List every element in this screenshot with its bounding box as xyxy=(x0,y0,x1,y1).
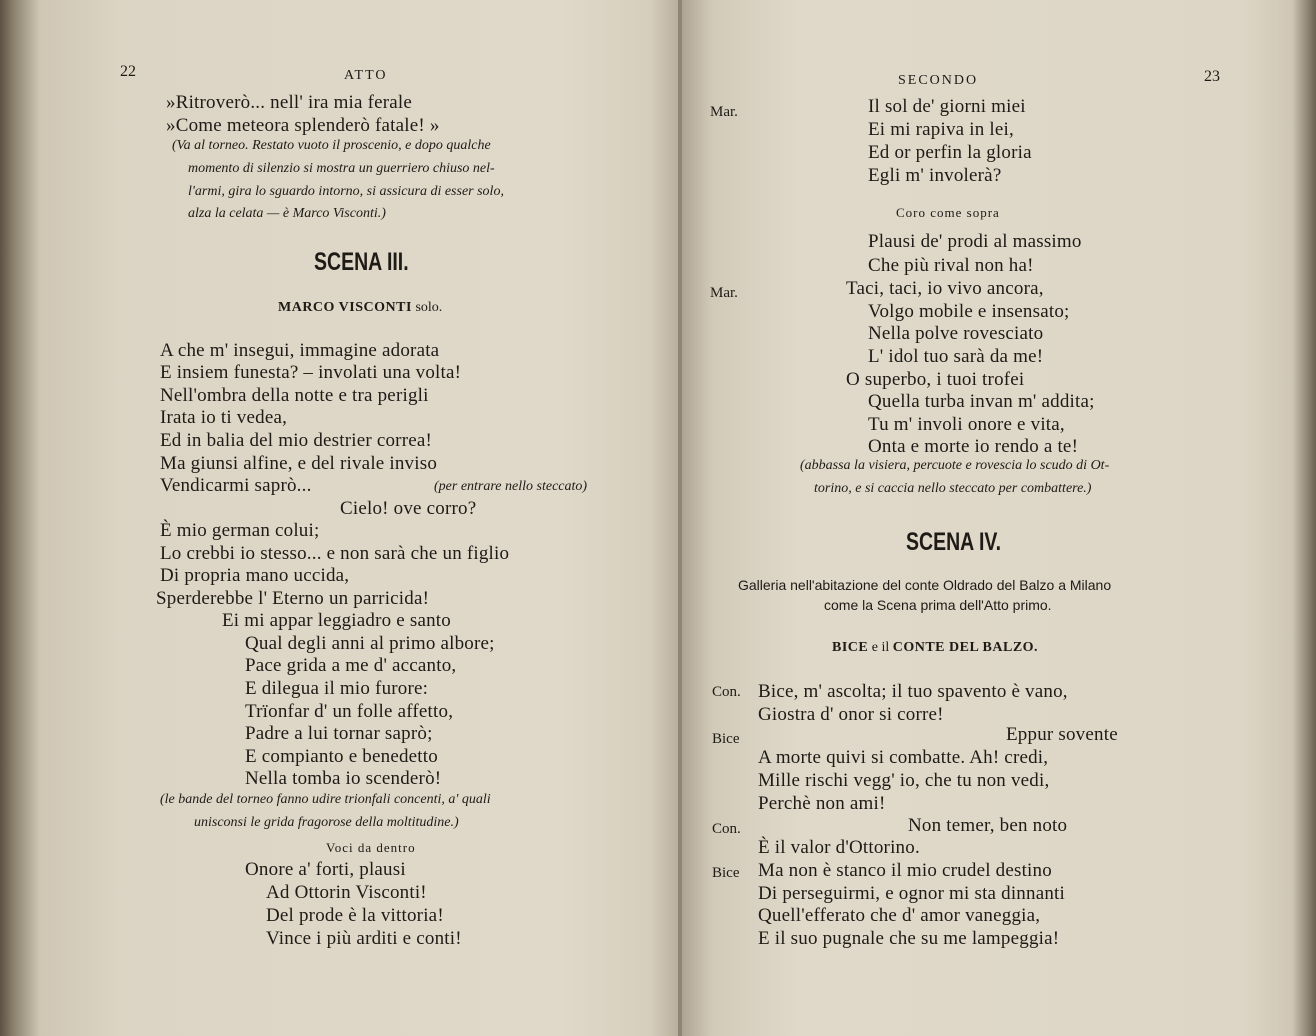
page-number-left: 22 xyxy=(120,63,136,80)
inline-stage-direction: (per entrare nello steccato) xyxy=(434,479,588,494)
stage-direction: alza la celata — è Marco Visconti.) xyxy=(188,206,386,221)
location-line: Galleria nell'abitazione del conte Oldrado del Balzo a Milano xyxy=(738,577,1112,593)
verse-line: Ei mi rapiva in lei, xyxy=(868,119,1014,140)
chorus-line: Plausi de' prodi al massimo xyxy=(868,231,1082,252)
verse-line: Vendicarmi saprò... xyxy=(160,475,312,496)
page-number-right: 23 xyxy=(1204,68,1220,85)
verse-line: »Ritroverò... nell' ira mia ferale xyxy=(166,92,413,113)
verse-line: A che m' insegui, immagine adorata xyxy=(160,340,440,361)
verse-line: Ei mi appar leggiadro e santo xyxy=(222,610,451,631)
verse-line: Nella tomba io scenderò! xyxy=(245,768,442,789)
verse-line: Lo crebbi io stesso... e non sarà che un figlio xyxy=(160,543,510,564)
chorus-line: Ad Ottorin Visconti! xyxy=(266,882,427,903)
verse-line: L' idol tuo sarà da me! xyxy=(868,346,1044,367)
dialogue-line: Giostra d' onor si corre! xyxy=(758,704,944,725)
chorus-line: Del prode è la vittoria! xyxy=(266,905,444,926)
chorus-line: Che più rival non ha! xyxy=(868,255,1034,276)
stage-direction: (le bande del torneo fanno udire trionfali concenti, a' quali xyxy=(160,792,491,807)
chorus-heading: Coro come sopra xyxy=(896,205,1000,220)
scene-title: SCENA IV. xyxy=(906,528,1002,556)
dialogue-line: Di perseguirmi, e ognor mi sta dinnanti xyxy=(758,883,1065,904)
speaker-label: Con. xyxy=(712,821,741,837)
verse-line: Trïonfar d' un folle affetto, xyxy=(245,701,454,722)
dialogue-line: E il suo pugnale che su me lampeggia! xyxy=(758,928,1060,949)
running-head-left: ATTO xyxy=(344,68,388,83)
speaker-label: Bice xyxy=(712,865,740,881)
stage-direction: momento di silenzio si mostra un guerriero chiuso nel- xyxy=(188,161,495,176)
dialogue-line: Non temer, ben noto xyxy=(908,815,1068,836)
dialogue-line: Bice, m' ascolta; il tuo spavento è vano, xyxy=(758,681,1068,702)
stage-direction: l'armi, gira lo sguardo intorno, si assicura di esser solo, xyxy=(188,184,504,199)
speaker-label: Bice xyxy=(712,731,740,747)
verse-line: È mio german colui; xyxy=(160,520,320,541)
verse-line: Padre a lui tornar saprò; xyxy=(245,723,433,744)
verse-line: »Come meteora splenderò fatale! » xyxy=(166,115,440,136)
verse-line: Di propria mano uccida, xyxy=(160,565,350,586)
cast-list xyxy=(278,301,442,315)
stage-direction: (abbassa la visiera, percuote e rovescia lo scudo di Ot- xyxy=(800,458,1110,473)
chorus-heading: Voci da dentro xyxy=(326,840,416,855)
verse-line: Qual degli anni al primo albore; xyxy=(245,633,495,654)
cast-name: CONTE DEL BALZO. xyxy=(892,640,1039,655)
cast-name: MARCO VISCONTI xyxy=(278,300,412,315)
verse-line: Nella polve rovesciato xyxy=(868,323,1044,344)
verse-line: Tu m' involi onore e vita, xyxy=(868,414,1065,435)
stage-direction: (Va al torneo. Restato vuoto il proscenio, e dopo qualche xyxy=(172,138,491,153)
stage-direction: torino, e si caccia nello steccato per combattere.) xyxy=(814,481,1092,496)
speaker-label: Mar. xyxy=(710,285,738,301)
speaker-label: Mar. xyxy=(710,104,738,120)
running-head-right: SECONDO xyxy=(898,73,979,88)
verse-line: Onta e morte io rendo a te! xyxy=(868,436,1079,457)
verse-line: O superbo, i tuoi trofei xyxy=(846,369,1025,390)
cast-suffix: solo. xyxy=(415,300,443,315)
cast-list xyxy=(832,641,1038,655)
verse-line: Nell'ombra della notte e tra perigli xyxy=(160,385,429,406)
verse-line: Sperderebbe l' Eterno un parricida! xyxy=(156,588,430,609)
dialogue-line: Eppur sovente xyxy=(1006,724,1118,745)
verse-line: Egli m' involerà? xyxy=(868,165,1002,186)
verse-line: E insiem funesta? – involati una volta! xyxy=(160,362,462,383)
speaker-label: Con. xyxy=(712,684,741,700)
cast-name: BICE xyxy=(832,640,869,655)
dialogue-line: A morte quivi si combatte. Ah! credi, xyxy=(758,747,1049,768)
dialogue-line: Mille rischi vegg' io, che tu non vedi, xyxy=(758,770,1050,791)
chorus-line: Onore a' forti, plausi xyxy=(245,859,406,880)
location-line: come la Scena prima dell'Atto primo. xyxy=(824,597,1052,613)
verse-line: Taci, taci, io vivo ancora, xyxy=(846,278,1044,299)
verse-line: E dilegua il mio furore: xyxy=(245,678,429,699)
stage-direction: unisconsi le grida fragorose della moltitudine.) xyxy=(194,815,459,830)
verse-line: Volgo mobile e insensato; xyxy=(868,301,1070,322)
dialogue-line: Perchè non ami! xyxy=(758,793,886,814)
dialogue-line: Ma non è stanco il mio crudel destino xyxy=(758,860,1052,881)
verse-line: Ma giunsi alfine, e del rivale inviso xyxy=(160,453,438,474)
verse-line: Il sol de' giorni miei xyxy=(868,96,1026,117)
verse-line: Quella turba invan m' addita; xyxy=(868,391,1095,412)
verse-line: Cielo! ove corro? xyxy=(340,498,477,519)
dialogue-line: Quell'efferato che d' amor vaneggia, xyxy=(758,905,1041,926)
scene-title: SCENA III. xyxy=(314,248,409,276)
verse-line: Pace grida a me d' accanto, xyxy=(245,655,457,676)
chorus-line: Vince i più arditi e conti! xyxy=(266,928,462,949)
verse-line: Irata io ti vedea, xyxy=(160,407,288,428)
verse-line: Ed or perfin la gloria xyxy=(868,142,1032,163)
verse-line: E compianto e benedetto xyxy=(245,746,438,767)
right-page xyxy=(682,0,1316,1036)
verse-line: Ed in balia del mio destrier correa! xyxy=(160,430,433,451)
cast-connector: e il xyxy=(871,640,890,655)
dialogue-line: È il valor d'Ottorino. xyxy=(758,837,920,858)
